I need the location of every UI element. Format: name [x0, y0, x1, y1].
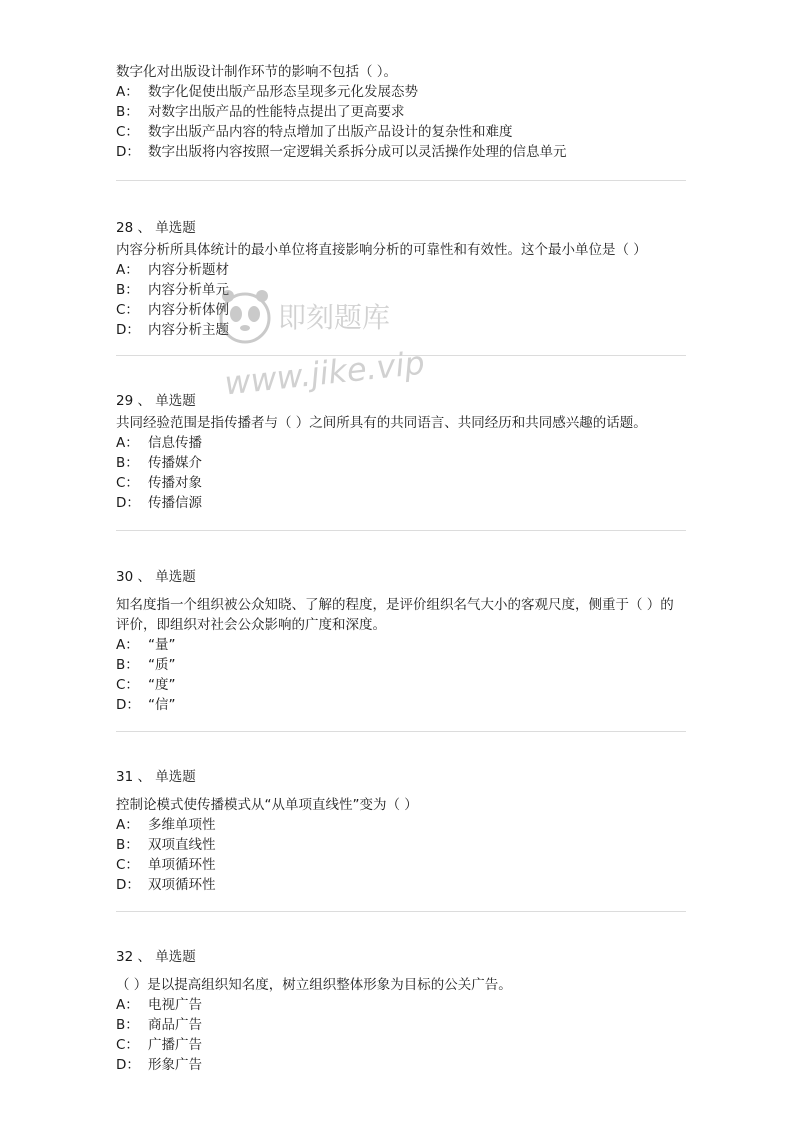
question-header: 28 、 单选题	[116, 220, 196, 236]
option-a[interactable]: A： 信息传播	[116, 435, 202, 451]
watermark-url: www.jike.vip	[222, 343, 427, 403]
option-c[interactable]: C： 内容分析体例	[116, 302, 229, 318]
option-d[interactable]: D： 双项循环性	[116, 877, 216, 893]
divider	[116, 731, 686, 732]
question-27	[116, 62, 686, 162]
question-header: 31 、 单选题	[116, 769, 196, 785]
option-b[interactable]: B： 传播媒介	[116, 455, 202, 471]
watermark-brand: 即刻题库	[278, 301, 391, 334]
divider	[116, 530, 686, 531]
question-stem: （ ）是以提高组织知名度，树立组织整体形象为目标的公关广告。	[116, 977, 512, 993]
option-b[interactable]: B： “质”	[116, 657, 176, 673]
question-30	[116, 567, 686, 715]
option-a[interactable]: A： 多维单项性	[116, 817, 216, 833]
option-d[interactable]: D： 内容分析主题	[116, 322, 229, 338]
question-stem: 控制论模式使传播模式从“从单项直线性”变为（ ）	[116, 797, 418, 813]
option-a[interactable]: A： 数字化促使出版产品形态呈现多元化发展态势	[116, 84, 418, 100]
question-stem: 数字化对出版设计制作环节的影响不包括（ ）。	[116, 64, 398, 80]
option-a[interactable]: A： 电视广告	[116, 997, 202, 1013]
option-d[interactable]: D： 形象广告	[116, 1057, 202, 1073]
question-stem: 知名度指一个组织被公众知晓、了解的程度，是评价组织名气大小的客观尺度，侧重于（ ）的评价，即组织对社会公众影响的广度和深度。	[116, 597, 674, 633]
option-d[interactable]: D： 传播信源	[116, 495, 202, 511]
question-header: 29 、 单选题	[116, 393, 196, 409]
question-32	[116, 947, 686, 1075]
option-c[interactable]: C： “度”	[116, 677, 176, 693]
option-b[interactable]: B： 对数字出版产品的性能特点提出了更高要求	[116, 104, 405, 120]
option-b[interactable]: B： 内容分析单元	[116, 282, 229, 298]
option-c[interactable]: C： 传播对象	[116, 475, 202, 491]
divider	[116, 911, 686, 912]
option-b[interactable]: B： 双项直线性	[116, 837, 216, 853]
option-a[interactable]: A： 内容分析题材	[116, 262, 229, 278]
question-29	[116, 391, 686, 513]
option-d[interactable]: D： “信”	[116, 697, 176, 713]
option-c[interactable]: C： 数字出版产品内容的特点增加了出版产品设计的复杂性和难度	[116, 124, 513, 140]
option-a[interactable]: A： “量”	[116, 637, 176, 653]
option-c[interactable]: C： 单项循环性	[116, 857, 216, 873]
question-stem: 共同经验范围是指传播者与（ ）之间所具有的共同语言、共同经历和共同感兴趣的话题。	[116, 415, 647, 431]
question-header: 32 、 单选题	[116, 949, 196, 965]
option-c[interactable]: C： 广播广告	[116, 1037, 202, 1053]
question-stem: 内容分析所具体统计的最小单位将直接影响分析的可靠性和有效性。这个最小单位是（ ）	[116, 242, 647, 258]
divider	[116, 180, 686, 181]
option-b[interactable]: B： 商品广告	[116, 1017, 202, 1033]
question-31	[116, 767, 686, 895]
question-28	[116, 218, 686, 340]
question-header: 30 、 单选题	[116, 569, 196, 585]
divider	[116, 355, 686, 356]
option-d[interactable]: D： 数字出版将内容按照一定逻辑关系拆分成可以灵活操作处理的信息单元	[116, 144, 567, 160]
